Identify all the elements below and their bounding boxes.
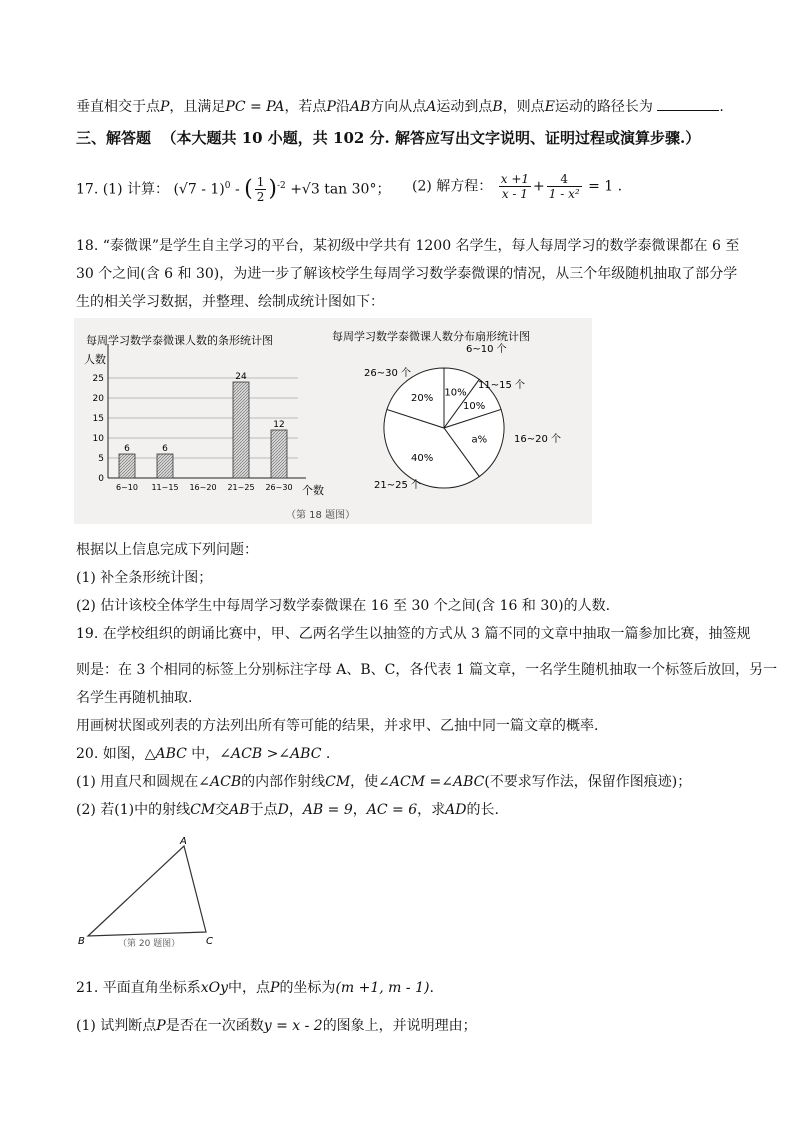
- pie-category-label: 16~20 个: [514, 434, 562, 445]
- fig20-caption: （第 20 题图）: [118, 939, 181, 949]
- bar-y-tick-label: 5: [98, 454, 104, 464]
- q19-line2: 则是：在 3 个相同的标签上分别标注字母 A、B、C，各代表 1 篇文章，一名学生随机抽取一个标签后放回，另一: [76, 662, 778, 678]
- q18-line1: 18. “泰微课”是学生自主学习的平台，某初级中学共有 1200 名学生，每人每周学习的数学泰微课都在 6 至: [76, 238, 740, 254]
- pie-category-label: 11~15 个: [478, 380, 526, 391]
- bar-x-tick-label: 16~20: [189, 483, 217, 492]
- bar-chart: [93, 344, 306, 492]
- q18-after: 根据以上信息完成下列问题：: [76, 542, 258, 558]
- bar-data-label: 6: [124, 444, 130, 454]
- fig18-caption: （第 18 题图）: [286, 510, 356, 521]
- q21-line1: 21. 平面直角坐标系xOy中，点P的坐标为(m +1, m - 1).: [76, 980, 434, 996]
- bar-data-label: 24: [235, 372, 247, 382]
- vertex-a-label: A: [180, 836, 187, 847]
- bar-data-label: 6: [162, 444, 168, 454]
- section-3-heading: 三、解答题 （本大题共 10 小题，共 102 分. 解答应写出文字说明、证明过程或演算步骤.）: [76, 129, 701, 147]
- q19-line1: 19. 在学校组织的朗诵比赛中，甲、乙两名学生以抽签的方式从 3 篇不同的文章中抽取一篇参加比赛，抽签规: [76, 626, 751, 642]
- bar-chart-title: 每周学习数学泰微课人数的条形统计图: [86, 334, 273, 347]
- answer-blank: [657, 96, 719, 111]
- bar-x-tick-label: 26~30: [265, 483, 293, 492]
- bar-x-tick-label: 21~25: [227, 483, 255, 492]
- pie-category-label: 6~10 个: [466, 344, 507, 355]
- q19-line4: 用画树状图或列表的方法列出所有等可能的结果，并求甲、乙抽中同一篇文章的概率.: [76, 718, 599, 734]
- bar: [233, 382, 249, 478]
- bar-data-label: 12: [273, 420, 285, 430]
- pie-chart-title: 每周学习数学泰微课人数分布扇形统计图: [332, 330, 530, 343]
- pie-percent-label: a%: [471, 434, 488, 446]
- triangle-abc: [88, 846, 206, 936]
- pie-percent-label: 10%: [444, 387, 467, 399]
- q18-sub2: (2) 估计该校全体学生中每周学习数学泰微课在 16 至 30 个之间(含 16 和 30)的人数.: [76, 598, 611, 614]
- vertex-c-label: C: [206, 936, 213, 947]
- q20-sub1: (1) 用直尺和圆规在∠ACB的内部作射线CM，使∠ACM =∠ABC(不要求写作法，保留作图痕迹)；: [76, 774, 692, 790]
- q20-line1: 20. 如图，△ABC 中，∠ACB >∠ABC .: [76, 746, 331, 762]
- pie-percent-label: 20%: [411, 392, 434, 404]
- bar-y-tick-label: 0: [98, 474, 104, 484]
- bar-y-tick-label: 25: [92, 374, 104, 384]
- pie-category-label: 21~25 个: [374, 480, 422, 491]
- q18-line3: 生的相关学习数据，并整理、绘制成统计图如下：: [76, 294, 384, 310]
- bar-chart-xlabel: 个数: [302, 484, 324, 497]
- fraction-half: $\frac{1}{2}$: [256, 175, 265, 205]
- bar-y-tick-label: 15: [92, 414, 104, 424]
- pie-percent-label: 10%: [462, 401, 486, 413]
- pie-category-label: 26~30 个: [364, 368, 412, 379]
- q18-sub1: (1) 补全条形统计图；: [76, 570, 213, 586]
- q20-triangle-figure: [74, 832, 216, 950]
- q17-part2: (2) 解方程： $\frac{x +1}{x - 1}$ + $\frac{4}{\text{1 - x²}}$ = 1 .: [412, 172, 623, 201]
- q18-charts-svg: [74, 318, 592, 524]
- vertex-b-label: B: [78, 936, 85, 947]
- pie-percent-label: 40%: [411, 453, 434, 465]
- bar-y-tick-label: 20: [92, 394, 104, 404]
- q21-sub1: (1) 试判断点P是否在一次函数y = x - 2的图象上，并说明理由；: [76, 1018, 477, 1034]
- q18-line2: 30 个之间(含 6 和 30)，为进一步了解该校学生每周学习数学泰微课的情况，从三个年级随机抽取了部分学: [76, 266, 738, 282]
- bar: [119, 454, 135, 478]
- bar-chart-ylabel: 人数: [84, 353, 106, 366]
- bar: [271, 430, 287, 478]
- q18-figure: [74, 318, 592, 524]
- bar-x-tick-label: 11~15: [151, 483, 179, 492]
- pie-chart: [364, 342, 561, 491]
- q19-line3: 名学生再随机抽取.: [76, 690, 193, 706]
- bar: [157, 454, 173, 478]
- bar-y-tick-label: 10: [92, 434, 104, 444]
- bar-x-tick-label: 6~10: [116, 483, 138, 492]
- q20-sub2: (2) 若(1)中的射线CM交AB于点D，AB = 9，AC = 6，求AD的长.: [76, 802, 499, 818]
- q16-tail-line: 垂直相交于点P，且满足PC = PA，若点P沿AB方向从点A运动到点B，则点E运动的路径长为 .: [76, 96, 724, 117]
- q17-part1: 17. (1) 计算： (√7 - 1)$^0$ - ( $\frac{1}{2}$ )$^{-2}$ +√3 tan 30°；: [76, 175, 391, 205]
